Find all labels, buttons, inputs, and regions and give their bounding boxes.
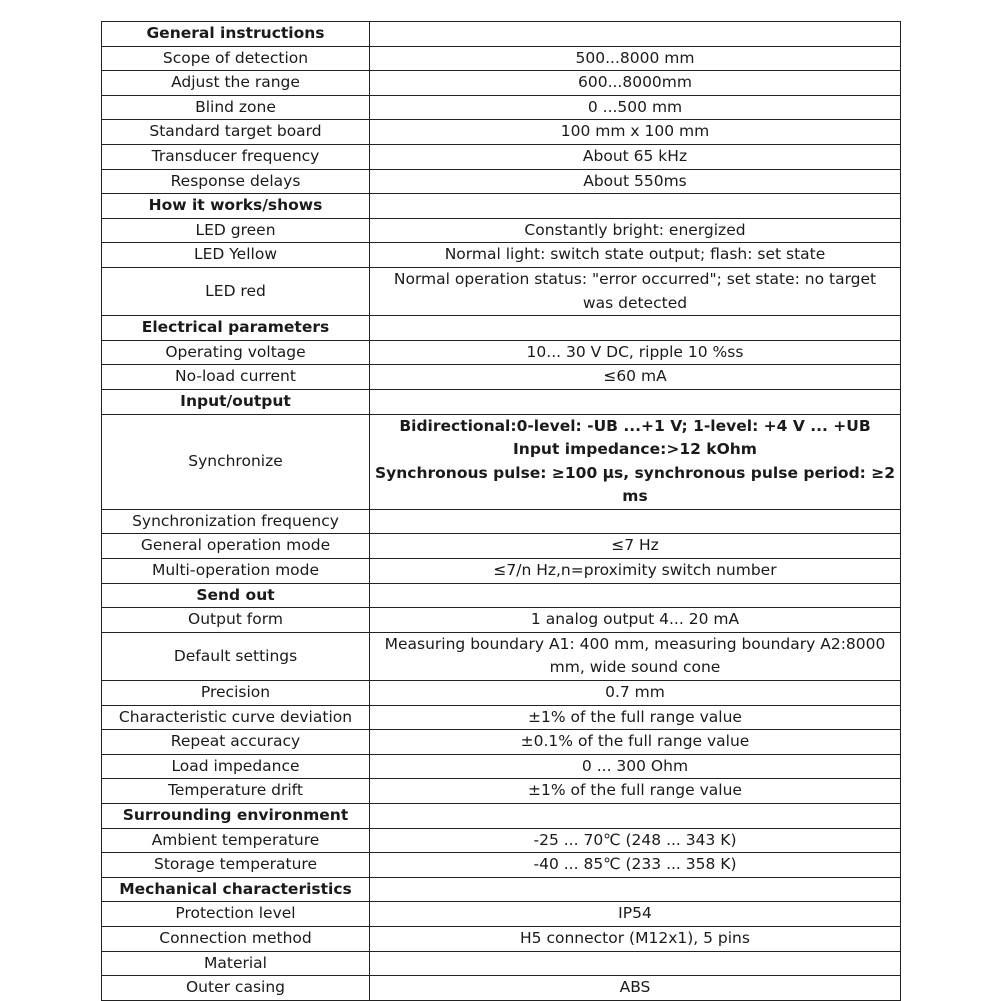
spec-value [370,414,901,509]
spec-label: Transducer frequency [102,144,370,169]
spec-value [370,144,901,169]
spec-row [102,120,901,145]
spec-row [102,559,901,584]
spec-label: Multi-operation mode [102,559,370,584]
spec-label: Material [102,951,370,976]
spec-row [102,779,901,804]
spec-value [370,951,901,976]
spec-value-line: Input impedance:>12 kOhm [513,440,757,459]
spec-value-line: H5 connector (M12x1), 5 pins [520,928,750,947]
spec-row [102,340,901,365]
spec-value [370,926,901,951]
spec-value-line: Constantly bright: energized [524,220,746,239]
section-header-row [102,389,901,414]
spec-value [370,705,901,730]
spec-row [102,926,901,951]
section-header-row [102,583,901,608]
spec-label: Output form [102,608,370,633]
spec-label: No-load current [102,365,370,390]
spec-value [370,46,901,71]
spec-table-body [102,22,901,1001]
spec-value [370,267,901,315]
spec-row [102,218,901,243]
spec-row [102,951,901,976]
spec-label: Operating voltage [102,340,370,365]
spec-label: Protection level [102,902,370,927]
spec-row [102,534,901,559]
spec-row [102,976,901,1001]
spec-row [102,902,901,927]
spec-value [370,365,901,390]
spec-value-line: Measuring boundary A1: 400 mm, measuring boundary A2:8000 [384,634,886,653]
spec-label: Storage temperature [102,853,370,878]
spec-value [370,730,901,755]
spec-value [370,608,901,633]
section-value-empty [370,194,901,219]
spec-value-line: -40 ... 85℃ (233 ... 358 K) [533,855,737,874]
spec-value [370,169,901,194]
section-value-empty [370,804,901,829]
spec-row [102,681,901,706]
spec-value-line: Normal operation status: "error occurred"; set state: no target [393,269,877,288]
spec-value-line: ≤7 Hz [611,536,659,555]
spec-label: Load impedance [102,754,370,779]
spec-label: Synchronization frequency [102,509,370,534]
spec-label: LED Yellow [102,243,370,268]
spec-value-line: 0.7 mm [605,683,665,702]
spec-label: Outer casing [102,976,370,1001]
spec-label: Characteristic curve deviation [102,705,370,730]
spec-label: Blind zone [102,95,370,120]
section-title: Surrounding environment [102,804,370,829]
spec-row [102,144,901,169]
spec-label: LED green [102,218,370,243]
section-title: Electrical parameters [102,316,370,341]
spec-row [102,169,901,194]
spec-value [370,681,901,706]
spec-label: Repeat accuracy [102,730,370,755]
spec-value [370,754,901,779]
spec-row [102,46,901,71]
section-title: Mechanical characteristics [102,877,370,902]
spec-value-line: ±1% of the full range value [528,707,742,726]
spec-value-line: ≤7/n Hz,n=proximity switch number [493,561,777,580]
spec-value-line: was detected [582,293,688,312]
section-header-row [102,194,901,219]
spec-label: Precision [102,681,370,706]
spec-value-line: 500...8000 mm [575,48,695,67]
spec-row [102,730,901,755]
spec-row [102,509,901,534]
spec-label: Connection method [102,926,370,951]
spec-row [102,95,901,120]
spec-value-line: 10... 30 V DC, ripple 10 %ss [526,342,744,361]
spec-value-line: ≤60 mA [603,367,667,386]
spec-value [370,632,901,680]
spec-value [370,218,901,243]
spec-label: Adjust the range [102,71,370,96]
spec-label: Scope of detection [102,46,370,71]
spec-value [370,853,901,878]
spec-value-line: Normal light: switch state output; flash: set state [444,245,826,264]
section-title: Send out [102,583,370,608]
spec-value [370,779,901,804]
spec-row [102,853,901,878]
section-header-row [102,804,901,829]
spec-value [370,534,901,559]
spec-value-line: 0 ...500 mm [587,97,683,116]
section-value-empty [370,22,901,47]
spec-row [102,608,901,633]
section-title: Input/output [102,389,370,414]
spec-value [370,902,901,927]
spec-label: Temperature drift [102,779,370,804]
spec-row [102,705,901,730]
section-value-empty [370,583,901,608]
spec-value [370,559,901,584]
spec-value-line: ±0.1% of the full range value [520,732,750,751]
section-value-empty [370,316,901,341]
spec-value [370,828,901,853]
spec-value-line: mm, wide sound cone [549,658,721,677]
spec-label: General operation mode [102,534,370,559]
spec-row [102,71,901,96]
spec-value [370,340,901,365]
spec-row [102,632,901,680]
section-value-empty [370,389,901,414]
spec-row [102,414,901,509]
spec-row [102,267,901,315]
spec-value [370,243,901,268]
spec-value-line: Bidirectional:0-level: -UB ...+1 V; 1-level: +4 V ... +UB [399,416,871,435]
spec-table [101,21,901,1001]
section-header-row [102,316,901,341]
spec-value-line: Synchronous pulse: ≥100 μs, synchronous pulse period: ≥2 ms [374,463,896,506]
section-value-empty [370,877,901,902]
spec-value-line: 100 mm x 100 mm [560,122,710,141]
section-header-row [102,877,901,902]
spec-value-line: ABS [619,978,651,997]
spec-value-line: 600...8000mm [577,73,692,92]
spec-row [102,754,901,779]
spec-label: LED red [102,267,370,315]
spec-value [370,509,901,534]
spec-label: Response delays [102,169,370,194]
spec-label: Synchronize [102,414,370,509]
spec-value [370,71,901,96]
spec-value-line: 1 analog output 4... 20 mA [530,610,740,629]
spec-sheet [101,21,900,1001]
spec-row [102,243,901,268]
spec-value-line: 0 ... 300 Ohm [581,756,689,775]
spec-value-line: About 550ms [583,171,687,190]
spec-value-line: IP54 [618,904,652,923]
spec-row [102,828,901,853]
spec-label: Ambient temperature [102,828,370,853]
spec-value-line: -25 ... 70℃ (248 ... 343 K) [533,830,737,849]
spec-value [370,95,901,120]
spec-value-line: About 65 kHz [582,146,688,165]
spec-label: Standard target board [102,120,370,145]
spec-row [102,365,901,390]
section-header-row [102,22,901,47]
section-title: How it works/shows [102,194,370,219]
spec-label: Default settings [102,632,370,680]
spec-value [370,976,901,1001]
spec-value-line: ±1% of the full range value [528,781,742,800]
section-title: General instructions [102,22,370,47]
spec-value [370,120,901,145]
